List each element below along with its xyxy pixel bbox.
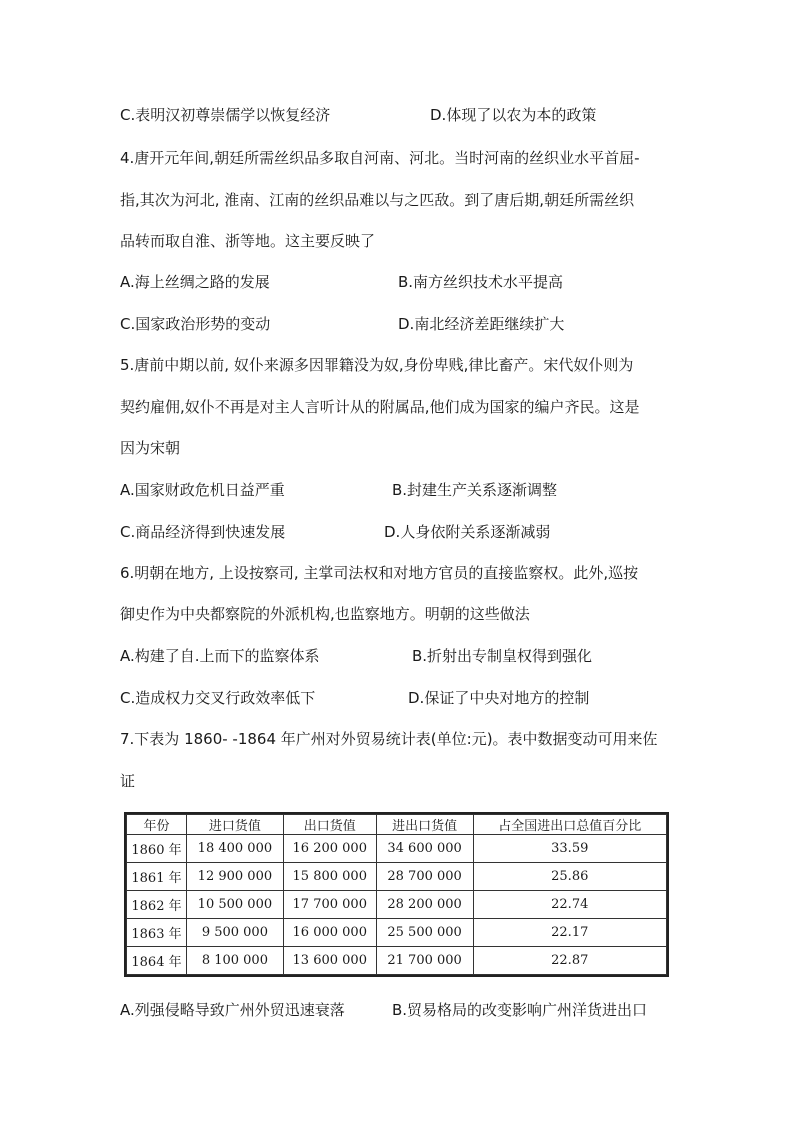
q3-option-d: D.体现了以农为本的政策: [430, 106, 597, 124]
cell-import-value: 8 100 000: [186, 947, 283, 975]
cell-total-value: 25 500 000: [376, 919, 473, 947]
q6-stem-line-2: 御史作为中央都察院的外派机构,也监察地方。明朝的这些做法: [120, 605, 530, 623]
cell-export-value: 17 700 000: [283, 891, 376, 919]
q4-stem-line-3: 品转而取自淮、浙等地。这主要反映了: [120, 232, 376, 250]
trade-statistics-table: [126, 814, 667, 975]
q7-option-b: B.贸易格局的改变影响广州洋货进出口: [392, 1001, 648, 1019]
q4-option-b: B.南方丝织技术水平提高: [398, 273, 564, 291]
cell-year: 1864 年: [127, 947, 187, 975]
cell-year: 1862 年: [127, 891, 187, 919]
cell-total-value: 28 200 000: [376, 891, 473, 919]
q6-option-c: C.造成权力交叉行政效率低下: [120, 689, 316, 707]
cell-year: 1861 年: [127, 863, 187, 891]
q4-stem-line-2: 指,其次为河北, 淮南、江南的丝织品难以与之匹敌。到了唐后期,朝廷所需丝织: [120, 191, 635, 209]
cell-national-share: 22.17: [473, 919, 666, 947]
table-row: [127, 919, 667, 947]
cell-export-value: 16 000 000: [283, 919, 376, 947]
q5-option-c: C.商品经济得到快速发展: [120, 523, 286, 541]
cell-national-share: 22.87: [473, 947, 666, 975]
cell-import-value: 18 400 000: [186, 835, 283, 863]
q7-stem-line-1: 7.下表为 1860- -1864 年广州对外贸易统计表(单位:元)。表中数据变动可用来佐: [120, 730, 658, 748]
q5-stem-line-3: 因为宋朝: [120, 439, 181, 457]
cell-import-value: 10 500 000: [186, 891, 283, 919]
q4-option-c: C.国家政治形势的变动: [120, 315, 271, 333]
cell-national-share: 25.86: [473, 863, 666, 891]
header-import-value: 进口货值: [186, 815, 283, 835]
q3-option-c: C.表明汉初尊崇儒学以恢复经济: [120, 106, 331, 124]
q5-option-a: A.国家财政危机日益严重: [120, 481, 285, 499]
cell-year: 1863 年: [127, 919, 187, 947]
q6-option-a: A.构建了自.上而下的监察体系: [120, 647, 320, 665]
q5-option-d: D.人身依附关系逐渐减弱: [384, 523, 551, 541]
header-year: 年份: [127, 815, 187, 835]
q5-stem-line-1: 5.唐前中期以前, 奴仆来源多因罪籍没为奴,身份卑贱,律比畜产。宋代奴仆则为: [120, 356, 634, 374]
cell-national-share: 22.74: [473, 891, 666, 919]
q7-stem-line-2: 证: [120, 772, 136, 790]
header-total-value: 进出口货值: [376, 815, 473, 835]
table-row: [127, 835, 667, 863]
table-row: [127, 891, 667, 919]
q6-stem-line-1: 6.明朝在地方, 上设按察司, 主掌司法权和对地方官员的直接监察权。此外,巡按: [120, 564, 639, 582]
header-export-value: 出口货值: [283, 815, 376, 835]
cell-total-value: 21 700 000: [376, 947, 473, 975]
q4-stem-line-1: 4.唐开元年间,朝廷所需丝织品多取自河南、河北。当时河南的丝织业水平首屈-: [120, 149, 640, 167]
header-national-share: 占全国进出口总值百分比: [473, 815, 666, 835]
cell-national-share: 33.59: [473, 835, 666, 863]
table-header-row: [127, 815, 667, 835]
q6-option-d: D.保证了中央对地方的控制: [408, 689, 590, 707]
q4-option-d: D.南北经济差距继续扩大: [398, 315, 565, 333]
cell-import-value: 12 900 000: [186, 863, 283, 891]
cell-export-value: 13 600 000: [283, 947, 376, 975]
cell-export-value: 16 200 000: [283, 835, 376, 863]
cell-year: 1860 年: [127, 835, 187, 863]
q7-option-a: A.列强侵略导致广州外贸迅速衰落: [120, 1001, 345, 1019]
table-row: [127, 947, 667, 975]
cell-total-value: 28 700 000: [376, 863, 473, 891]
q4-option-a: A.海上丝绸之路的发展: [120, 273, 270, 291]
cell-total-value: 34 600 000: [376, 835, 473, 863]
cell-import-value: 9 500 000: [186, 919, 283, 947]
table-row: [127, 863, 667, 891]
q5-stem-line-2: 契约雇佣,奴仆不再是对主人言听计从的附属品,他们成为国家的编户齐民。这是: [120, 398, 640, 416]
q6-option-b: B.折射出专制皇权得到强化: [412, 647, 593, 665]
trade-statistics-table-frame: [124, 812, 669, 977]
cell-export-value: 15 800 000: [283, 863, 376, 891]
q5-option-b: B.封建生产关系逐渐调整: [392, 481, 558, 499]
